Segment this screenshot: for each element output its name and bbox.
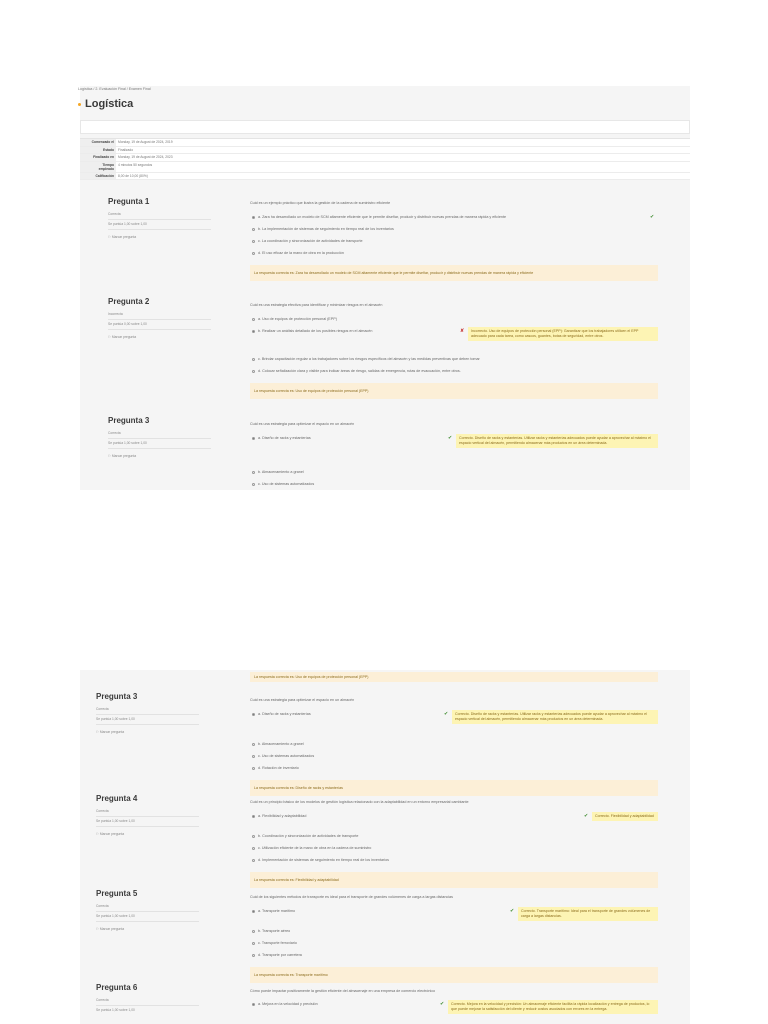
- flag-icon: ⚐: [108, 235, 111, 239]
- flag-icon: ⚐: [96, 730, 99, 734]
- radio-selected-icon: [252, 437, 255, 440]
- option-b[interactable]: b. Coordinación y sincronización de actividades de transporte: [250, 834, 658, 840]
- question-state: Correcta: [96, 809, 109, 813]
- question-heading: Pregunta 6: [96, 983, 138, 992]
- radio-icon: [252, 358, 255, 361]
- question-info-5: [96, 889, 199, 931]
- question-info-2: [108, 297, 211, 339]
- radio-selected-icon: [252, 216, 255, 219]
- radio-icon: [252, 318, 255, 321]
- correct-answer-box: La respuesta correcta es: Diseño de racks y estanterías: [250, 780, 658, 796]
- question-content-3: [250, 698, 658, 796]
- option-c[interactable]: c. Transporte ferroviario: [250, 941, 658, 947]
- question-text: Cómo puede impactar positivamente la gestión eficiente del almacenaje en una empresa de comercio electrónico: [250, 989, 436, 993]
- flag-question-link[interactable]: ⚐ Marcar pregunta: [96, 832, 125, 836]
- option-b[interactable]: b. Realizar un análisis detallado de los posibles riesgos en el almacén ✘ Incorrecto. Uso de equipos de protección personal (EPP): Garantizar que los trabajadores utilicen el EPP adecuado para cada tarea, como cascos, guantes, botas de seguridad, entre otros.: [250, 329, 658, 351]
- incorrect-cross-icon: ✘: [460, 328, 465, 334]
- course-nav-strip: [80, 120, 690, 134]
- correct-answer-box: La respuesta correcta es: Transporte marítimo: [250, 967, 658, 983]
- flag-question-link[interactable]: ⚐ Marcar pregunta: [96, 730, 125, 734]
- option-a[interactable]: a. Zara ha desarrollado un modelo de SCM altamente eficiente que le permite diseñar, producir y distribuir nuevas prendas de manera rápida y eficiente ✔: [250, 215, 658, 221]
- option-b[interactable]: b. Transporte aéreo: [250, 929, 658, 935]
- option-c[interactable]: c. Uso de sistemas automatizados: [250, 754, 658, 760]
- breadcrumb[interactable]: Logística / 2. Evaluación Final / Examen Final: [78, 87, 151, 91]
- option-a[interactable]: a. Flexibilidad y adaptabilidad ✔ Correcto. Flexibilidad y adaptabilidad: [250, 814, 658, 828]
- option-feedback: Correcto. Diseño de racks y estanterías. Utilizar racks y estanterías adecuados puede ayudar a aprovechar al máximo el espacio vertical del almacén, permitiendo almacenar más productos en un área determinada.: [456, 434, 658, 448]
- question-state: Correcta: [96, 707, 109, 711]
- option-a[interactable]: a. Mejora en la velocidad y precisión ✔ Correcto. Mejora en la velocidad y precisión: Un almacenaje eficiente facilita la rápida localización y entrega de productos, lo que puede mejorar la satisfacción del cliente y reducir costos asociados con errores en la entrega.: [250, 1002, 658, 1024]
- option-feedback: Correcto. Mejora en la velocidad y precisión: Un almacenaje eficiente facilita la rápida localización y entrega de productos, lo que puede mejorar la satisfacción del cliente y reducir costos asociados con errores en la entrega.: [448, 1000, 658, 1014]
- option-b[interactable]: b. Almacenamiento a granel: [250, 742, 658, 748]
- option-c[interactable]: c. Uso de sistemas automatizados: [250, 482, 658, 488]
- radio-icon: [252, 767, 255, 770]
- attempt-summary-table: [80, 138, 690, 180]
- flag-icon: ⚐: [96, 927, 99, 931]
- option-feedback: Correcto. Transporte marítimo: Ideal para el transporte de grandes volúmenes de carga a largas distancias.: [518, 907, 658, 921]
- question-content-3: [250, 422, 658, 488]
- flag-icon: ⚐: [108, 454, 111, 458]
- question-text: Cuál es una estrategia efectiva para identificar y minimizar riesgos en el almacén: [250, 303, 383, 307]
- question-heading: Pregunta 3: [96, 692, 138, 701]
- flag-question-link[interactable]: ⚐ Marcar pregunta: [96, 927, 125, 931]
- question-heading: Pregunta 4: [96, 794, 138, 803]
- question-content-2: [250, 303, 658, 399]
- radio-icon: [252, 471, 255, 474]
- question-content-6: [250, 989, 658, 1024]
- radio-icon: [252, 743, 255, 746]
- title-bullet-icon: [78, 103, 81, 106]
- option-feedback: Correcto. Diseño de racks y estanterías. Utilizar racks y estanterías adecuados puede ayudar a aprovechar al máximo el espacio vertical del almacén, permitiendo almacenar más productos en un área determinada.: [452, 710, 658, 724]
- correct-check-icon: ✔: [650, 214, 655, 220]
- radio-selected-icon: [252, 713, 255, 716]
- question-heading: Pregunta 5: [96, 889, 138, 898]
- option-a[interactable]: a. Diseño de racks y estanterías ✔ Correcto. Diseño de racks y estanterías. Utilizar racks y estanterías adecuados puede ayudar a aprovechar al máximo el espacio vertical del almacén, permitiendo almacenar más productos en un área determinada.: [250, 712, 658, 736]
- flag-icon: ⚐: [108, 335, 111, 339]
- question-state: Correcta: [108, 431, 121, 435]
- flag-question-link[interactable]: ⚐ Marcar pregunta: [108, 235, 137, 239]
- correct-check-icon: ✔: [448, 435, 453, 441]
- option-d[interactable]: d. Colocar señalización clara y visible para indicar áreas de riesgo, salidas de emergencia, rutas de evacuación, entre otros.: [250, 369, 658, 375]
- question-score: Se puntúa 1,00 sobre 1,00: [108, 441, 147, 445]
- question-heading: Pregunta 3: [108, 416, 150, 425]
- question-score: Se puntúa 1,00 sobre 1,00: [96, 1008, 135, 1012]
- question-state: Correcta: [96, 998, 109, 1002]
- question-text: Cuál es una estrategia para optimizar el espacio en un almacén: [250, 698, 355, 702]
- flag-question-link[interactable]: ⚐ Marcar pregunta: [108, 335, 137, 339]
- radio-icon: [252, 847, 255, 850]
- page-title: Logística: [85, 98, 134, 110]
- option-c[interactable]: c. Utilización eficiente de la mano de obra en la cadena de suministro: [250, 846, 658, 852]
- question-text: Cuál de los siguientes métodos de transporte es ideal para el transporte de grandes volúmenes de carga a largas distancias: [250, 895, 453, 899]
- question-info-6: [96, 983, 199, 1012]
- option-b[interactable]: b. La implementación de sistemas de seguimiento en tiempo real de los inventarios: [250, 227, 658, 233]
- question-heading: Pregunta 2: [108, 297, 150, 306]
- option-d[interactable]: d. Implementación de sistemas de seguimiento en tiempo real de los inventarios: [250, 858, 658, 864]
- question-score: Se puntúa 1,00 sobre 1,00: [108, 222, 147, 226]
- question-info-1: [108, 197, 211, 239]
- correct-check-icon: ✔: [440, 1001, 445, 1007]
- correct-answer-box: La respuesta correcta es: Flexibilidad y adaptabilidad: [250, 872, 658, 888]
- summary-row-grade: Calificación 8,00 de 10,00 (80%): [80, 173, 690, 181]
- question-info-3: [96, 692, 199, 734]
- correct-check-icon: ✔: [444, 711, 449, 717]
- correct-check-icon: ✔: [510, 908, 515, 914]
- radio-selected-icon: [252, 815, 255, 818]
- option-feedback: Incorrecto. Uso de equipos de protección personal (EPP): Garantizar que los trabajadores utilicen el EPP adecuado para cada tarea, como cascos, guantes, botas de seguridad, entre otros.: [468, 327, 658, 341]
- quiz-review-top: [0, 80, 768, 490]
- question-score: Se puntúa 1,00 sobre 1,00: [96, 819, 135, 823]
- correct-answer-box: La respuesta correcta es: Zara ha desarrollado un modelo de SCM altamente eficiente que le permite diseñar, producir y distribuir nuevas prendas de manera rápida y eficiente: [250, 265, 658, 281]
- radio-selected-icon: [252, 910, 255, 913]
- question-score: Se puntúa 1,00 sobre 1,00: [96, 914, 135, 918]
- flag-question-link[interactable]: ⚐ Marcar pregunta: [108, 454, 137, 458]
- question-score: Se puntúa 0,00 sobre 1,00: [108, 322, 147, 326]
- question-content-5: [250, 895, 658, 983]
- correct-answer-box: La respuesta correcta es: Uso de equipos de protección personal (EPP): [250, 383, 658, 399]
- option-b[interactable]: b. Almacenamiento a granel: [250, 470, 658, 476]
- radio-icon: [252, 252, 255, 255]
- option-a[interactable]: a. Transporte marítimo ✔ Correcto. Transporte marítimo: Ideal para el transporte de grandes volúmenes de carga a largas distancias.: [250, 909, 658, 923]
- radio-icon: [252, 942, 255, 945]
- radio-icon: [252, 483, 255, 486]
- radio-selected-icon: [252, 1003, 255, 1006]
- question-state: Correcta: [96, 904, 109, 908]
- question-score: Se puntúa 1,00 sobre 1,00: [96, 717, 135, 721]
- radio-icon: [252, 930, 255, 933]
- question-content-2-tail: [250, 672, 658, 682]
- radio-icon: [252, 370, 255, 373]
- option-a[interactable]: a. Diseño de racks y estanterías ✔ Correcto. Diseño de racks y estanterías. Utilizar racks y estanterías adecuados puede ayudar a aprovechar al máximo el espacio vertical del almacén, permitiendo almacenar más productos en un área determinada.: [250, 436, 658, 464]
- radio-icon: [252, 835, 255, 838]
- radio-icon: [252, 228, 255, 231]
- correct-answer-box: La respuesta correcta es: Uso de equipos de protección personal (EPP): [250, 672, 658, 682]
- question-heading: Pregunta 1: [108, 197, 150, 206]
- radio-icon: [252, 859, 255, 862]
- radio-icon: [252, 240, 255, 243]
- question-text: Cuál es un principio básico de los modelos de gestión logística relacionado con la adaptabilidad en un entorno empresarial cambiante: [250, 800, 469, 804]
- option-d[interactable]: d. Rotación de inventario: [250, 766, 658, 772]
- question-text: Cuál es un ejemplo práctico que ilustra la gestión de la cadena de suministro eficiente: [250, 201, 391, 205]
- question-content-1: [250, 201, 658, 281]
- question-info-4: [96, 794, 199, 836]
- flag-icon: ⚐: [96, 832, 99, 836]
- question-text: Cuál es una estrategia para optimizar el espacio en un almacén: [250, 422, 355, 426]
- question-state: Incorrecta: [108, 312, 123, 316]
- option-d[interactable]: d. El uso eficaz de la mano de obra en la producción: [250, 251, 658, 257]
- summary-row-time: Tiempo empleado 4 minutos 50 segundos: [80, 162, 690, 173]
- quiz-review-bottom: [0, 670, 768, 1024]
- question-info-3: [108, 416, 211, 458]
- summary-row-started: Comenzado el Monday, 19 de August de 2024, 2019: [80, 139, 690, 147]
- summary-row-finished: Finalizado en Monday, 19 de August de 2024, 2023: [80, 154, 690, 162]
- option-feedback: Correcto. Flexibilidad y adaptabilidad: [592, 812, 658, 821]
- option-a[interactable]: a. Uso de equipos de protección personal (EPP): [250, 317, 658, 323]
- question-content-4: [250, 800, 658, 888]
- summary-row-state: Estado Finalizado: [80, 147, 690, 155]
- correct-check-icon: ✔: [584, 813, 589, 819]
- question-state: Correcta: [108, 212, 121, 216]
- radio-icon: [252, 954, 255, 957]
- radio-selected-icon: [252, 330, 255, 333]
- option-d[interactable]: d. Transporte por carretera: [250, 953, 658, 959]
- page-header: [78, 98, 133, 110]
- radio-icon: [252, 755, 255, 758]
- option-c[interactable]: c. Brindar capacitación regular a los trabajadores sobre los riesgos específicos del almacén y las medidas preventivas que deben tomar: [250, 357, 658, 363]
- option-c[interactable]: c. La coordinación y sincronización de actividades de transporte: [250, 239, 658, 245]
